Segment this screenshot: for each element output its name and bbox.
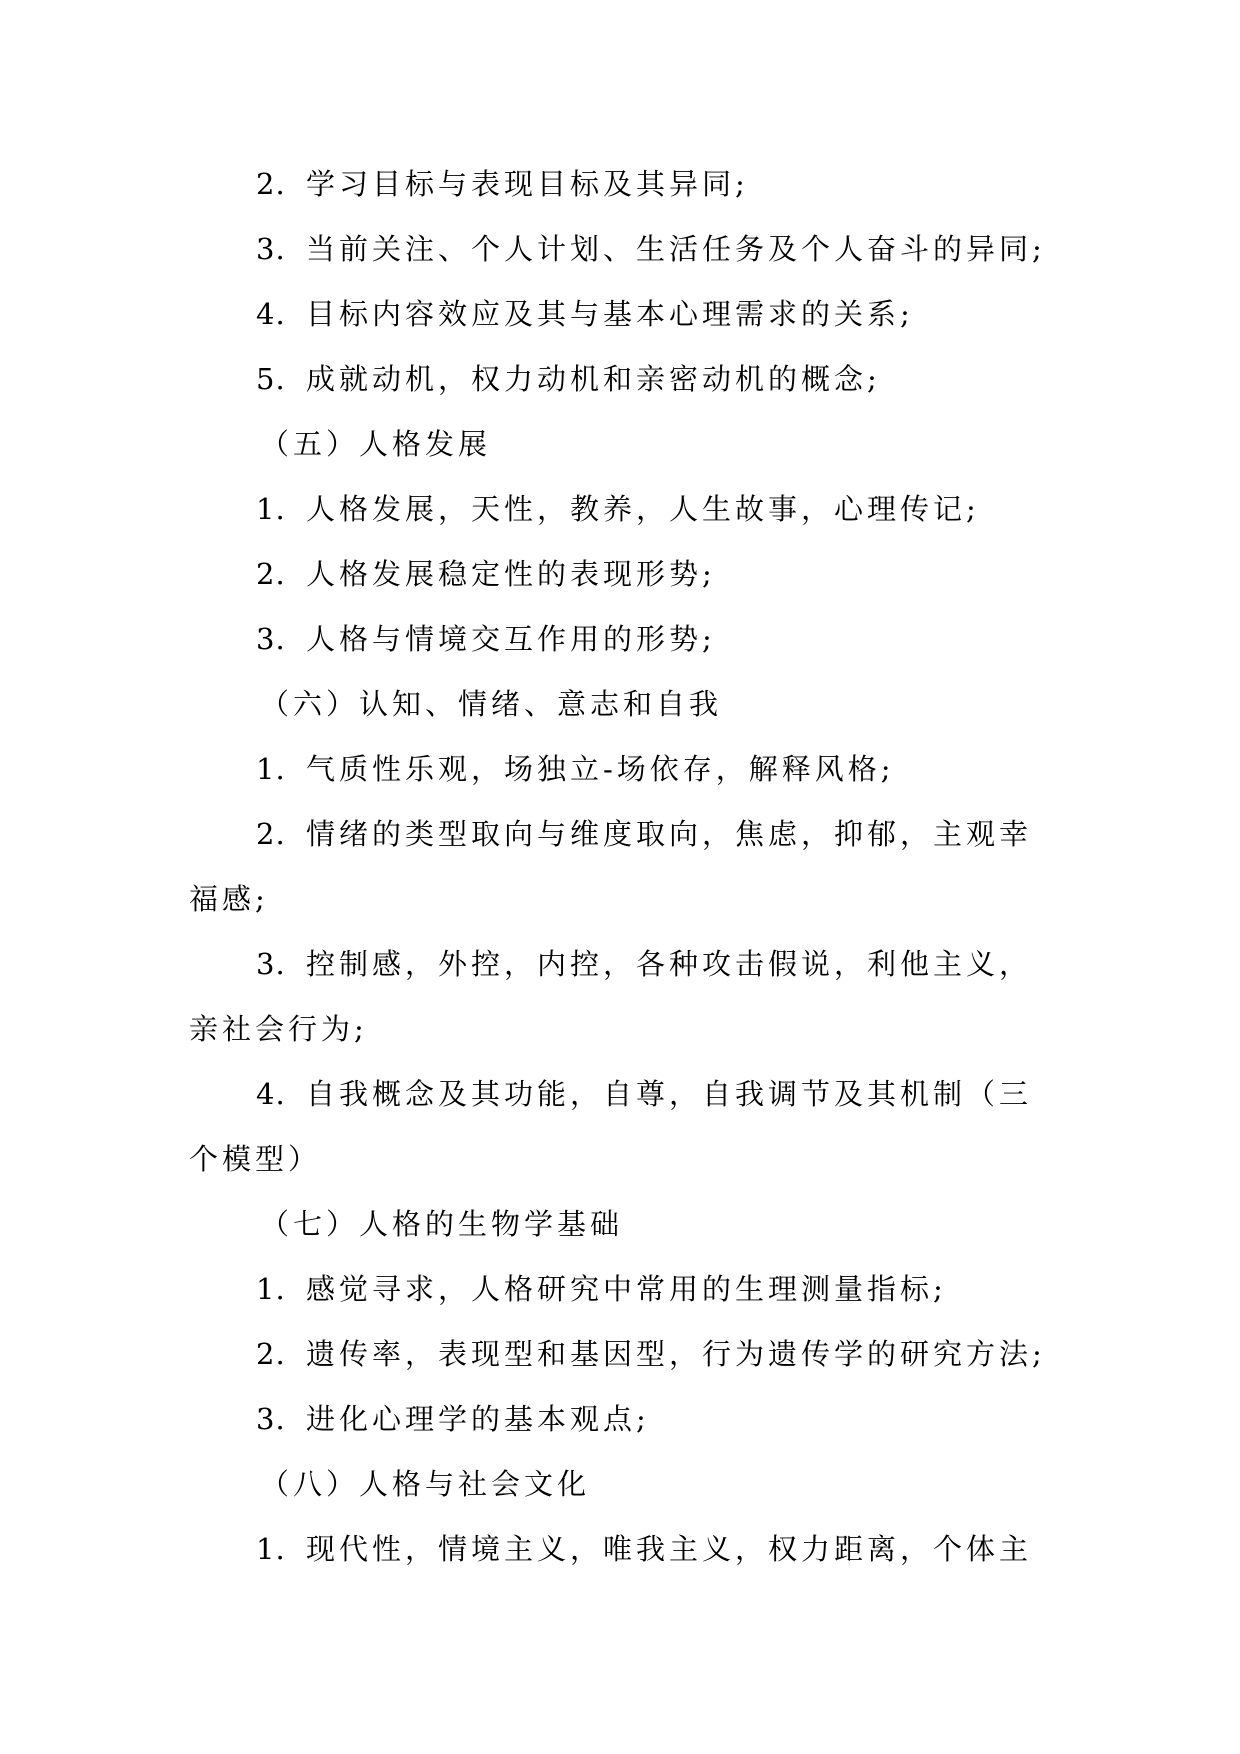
item-text: 气质性乐观，场独立-场依存，解释风格; [306, 752, 895, 786]
item-number: 2. [256, 557, 286, 591]
section-heading-text: （五）人格发展 [260, 427, 492, 461]
item-text: 人格发展稳定性的表现形势; [306, 557, 716, 591]
item-number: 2. [256, 817, 286, 851]
item-text: 学习目标与表现目标及其异同; [306, 167, 749, 201]
item-text: 人格与情境交互作用的形势; [306, 622, 716, 656]
section-heading-text: （七）人格的生物学基础 [260, 1207, 624, 1241]
item-text: 福感; [189, 882, 269, 916]
section-heading-text: （八）人格与社会文化 [260, 1467, 591, 1501]
item-text: 目标内容效应及其与基本心理需求的关系; [306, 297, 914, 331]
item-number: 1. [256, 1272, 286, 1306]
section-heading-text: （六）认知、情绪、意志和自我 [260, 687, 723, 721]
item-text: 进化心理学的基本观点; [306, 1402, 650, 1436]
item-number: 1. [256, 752, 286, 786]
item-text: 成就动机，权力动机和亲密动机的概念; [306, 362, 881, 396]
item-number: 4. [256, 1077, 286, 1111]
item-number: 2. [256, 167, 286, 201]
item-text: 当前关注、个人计划、生活任务及个人奋斗的异同; [306, 232, 1046, 266]
item-text: 感觉寻求，人格研究中常用的生理测量指标; [306, 1272, 947, 1306]
item-number: 3. [256, 947, 286, 981]
item-text: 现代性，情境主义，唯我主义，权力距离，个体主 [306, 1532, 1033, 1566]
item-number: 3. [256, 622, 286, 656]
item-number: 2. [256, 1337, 286, 1371]
item-number: 3. [256, 1402, 286, 1436]
item-number: 4. [256, 297, 286, 331]
item-text: 遗传率，表现型和基因型，行为遗传学的研究方法; [306, 1337, 1046, 1371]
item-text: 人格发展，天性，教养，人生故事，心理传记; [306, 492, 980, 526]
item-number: 5. [256, 362, 286, 396]
item-text: 个模型） [189, 1142, 322, 1176]
item-number: 1. [256, 492, 286, 526]
item-text: 亲社会行为; [189, 1012, 368, 1046]
item-number: 3. [256, 232, 286, 266]
item-text: 情绪的类型取向与维度取向，焦虑，抑郁，主观幸 [306, 817, 1033, 851]
item-text: 自我概念及其功能，自尊，自我调节及其机制（三 [306, 1077, 1033, 1111]
item-text: 控制感，外控，内控，各种攻击假说，利他主义， [306, 947, 1033, 981]
item-number: 1. [256, 1532, 286, 1566]
